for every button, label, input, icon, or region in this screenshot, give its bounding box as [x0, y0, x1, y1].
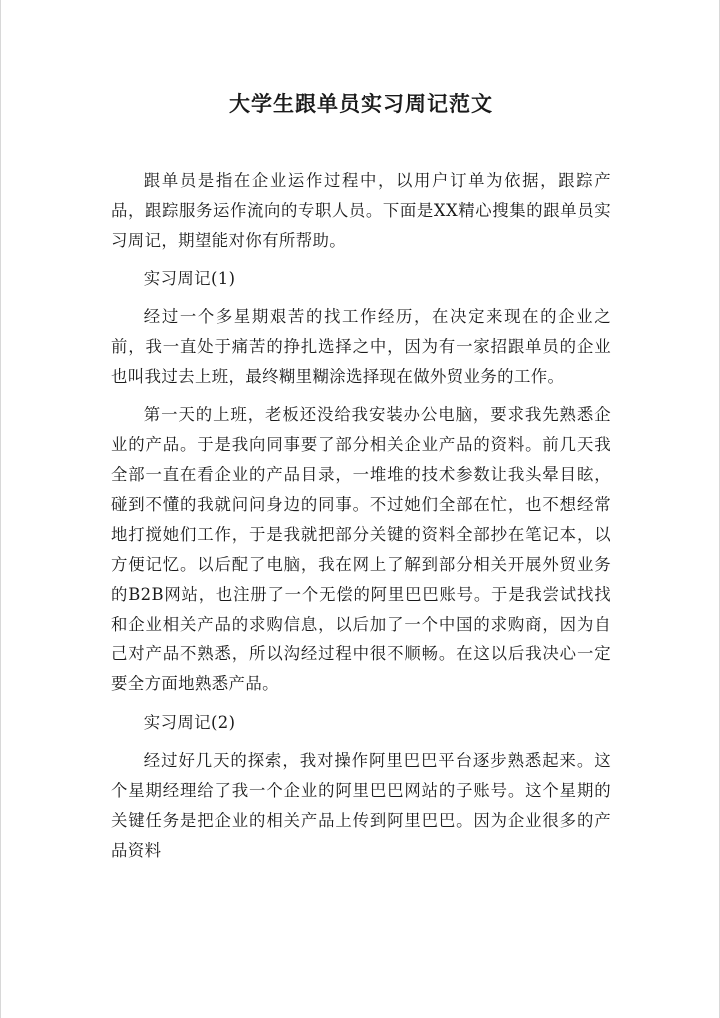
paragraph: 经过一个多星期艰苦的找工作经历，在决定来现在的企业之前，我一直处于痛苦的挣扎选择之中，因为有一家招跟单员的企业也叫我过去上班，最终糊里糊涂选择现在做外贸业务的工作。	[111, 307, 611, 387]
page-title: 大学生跟单员实习周记范文	[229, 91, 493, 116]
section-heading-week-1: 实习周记(1)	[143, 269, 236, 289]
paragraph: 经过好几天的探索，我对操作阿里巴巴平台逐步熟悉起来。这个星期经理给了我一个企业的阿里巴巴网站的子账号。这个星期的关键任务是把企业的相关产品上传到阿里巴巴。因为企业很多的产品资料	[111, 750, 611, 860]
document-body	[111, 166, 611, 874]
paragraph-intro: 跟单员是指在企业运作过程中，以用户订单为依据，跟踪产品，跟踪服务运作流向的专职人员。下面是XX精心搜集的跟单员实习周记，期望能对你有所帮助。	[111, 171, 611, 250]
section-heading-week-2: 实习周记(2)	[143, 712, 236, 732]
paragraph: 第一天的上班，老板还没给我安装办公电脑，要求我先熟悉企业的产品。于是我向同事要了部分相关企业产品的资料。前几天我全部一直在看企业的产品目录，一堆堆的技术参数让我头晕目眩，碰到不懂的我就问问身边的同事。不过她们全部在忙，也不想经常地打搅她们工作，于是我就把部分关键的资料全部抄在笔记本，以方便记忆。以后配了电脑，我在网上了解到部分相关开展外贸业务的B2B网站，也注册了一个无偿的阿里巴巴账号。于是我尝试找找和企业相关产品的求购信息，以后加了一个中国的求购商，因为自己对产品不熟悉，所以沟经过程中很不顺畅。在这以后我决心一定要全方面地熟悉产品。	[111, 405, 611, 694]
